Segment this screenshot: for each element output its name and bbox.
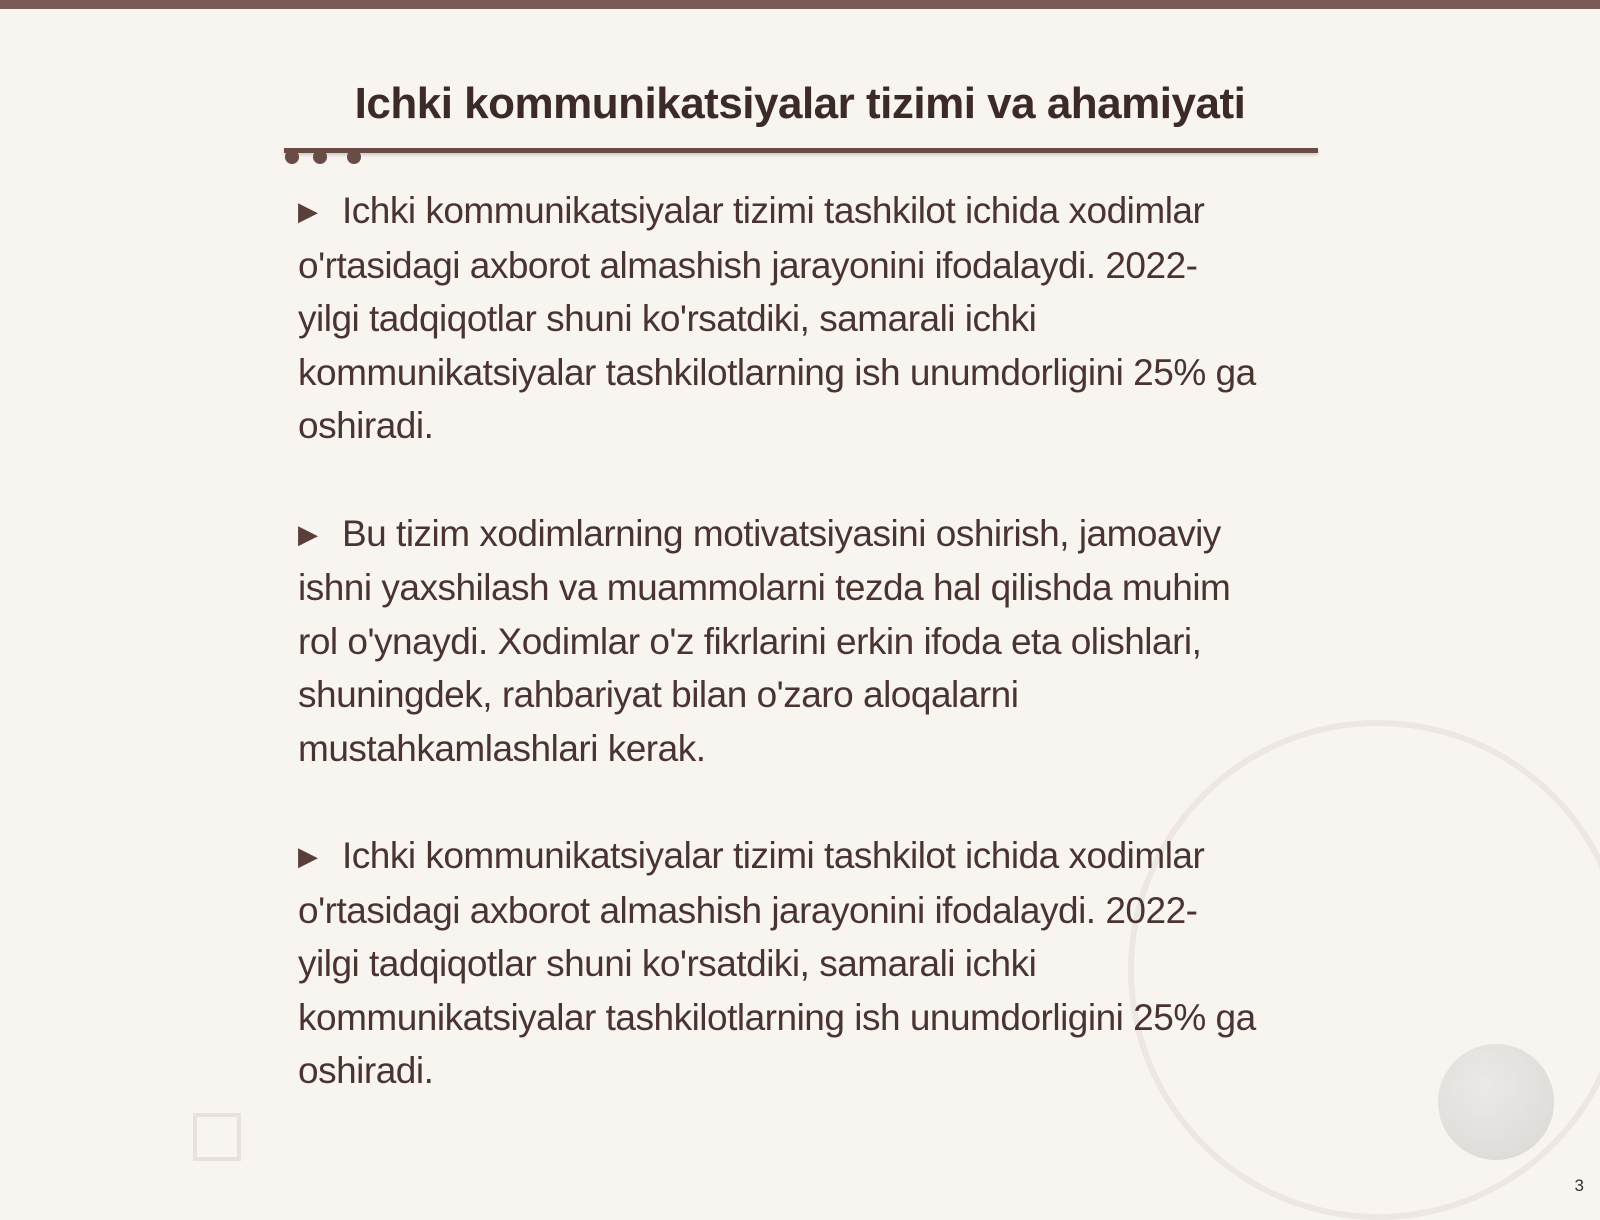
paragraph-text: Ichki kommunikatsiyalar tizimi tashkilot ichida xodimlar o'rtasidagi axborot almashish jarayonini ifodalaydi. 2022-yilgi tadqiqotlar shuni ko'rsatdiki, samarali ichki kommunikatsiyalar tashkilotlarning ish unumdorligini 25% ga oshiradi. — [298, 835, 1256, 1091]
top-accent-bar — [0, 0, 1600, 9]
bullet-paragraph — [298, 507, 1258, 776]
slide-title: Ichki kommunikatsiyalar tizimi va ahamiyati — [354, 79, 1246, 128]
decorative-circle — [1438, 1044, 1554, 1160]
slide-body — [298, 184, 1258, 1152]
decorative-square — [193, 1113, 241, 1161]
triangle-right-icon: ▶ — [298, 518, 318, 549]
bullet-paragraph — [298, 184, 1258, 453]
bullet-paragraph — [298, 829, 1258, 1098]
triangle-right-icon: ▶ — [298, 196, 318, 226]
decorative-dot — [285, 150, 299, 164]
decorative-dot — [347, 150, 361, 164]
triangle-right-icon: ▶ — [298, 841, 318, 871]
paragraph-text: Bu tizim xodimlarning motivatsiyasini oshirish, jamoaviy ishni yaxshilash va muammolarni tezda hal qilishda muhim rol o'ynaydi. Xodimlar o'z fikrlarini erkin ifoda eta olishlari, shuningdek, rahbariyat bilan o'zaro aloqalarni mustahkamlashlari kerak. — [298, 512, 1231, 769]
paragraph-text: Ichki kommunikatsiyalar tizimi tashkilot ichida xodimlar o'rtasidagi axborot almashish jarayonini ifodalaydi. 2022-yilgi tadqiqotlar shuni ko'rsatdiki, samarali ichki kommunikatsiyalar tashkilotlarning ish unumdorligini 25% ga oshiradi. — [298, 190, 1256, 446]
decorative-dot — [313, 150, 327, 164]
page-number: 3 — [1574, 1176, 1584, 1195]
title-underline — [284, 148, 1318, 153]
